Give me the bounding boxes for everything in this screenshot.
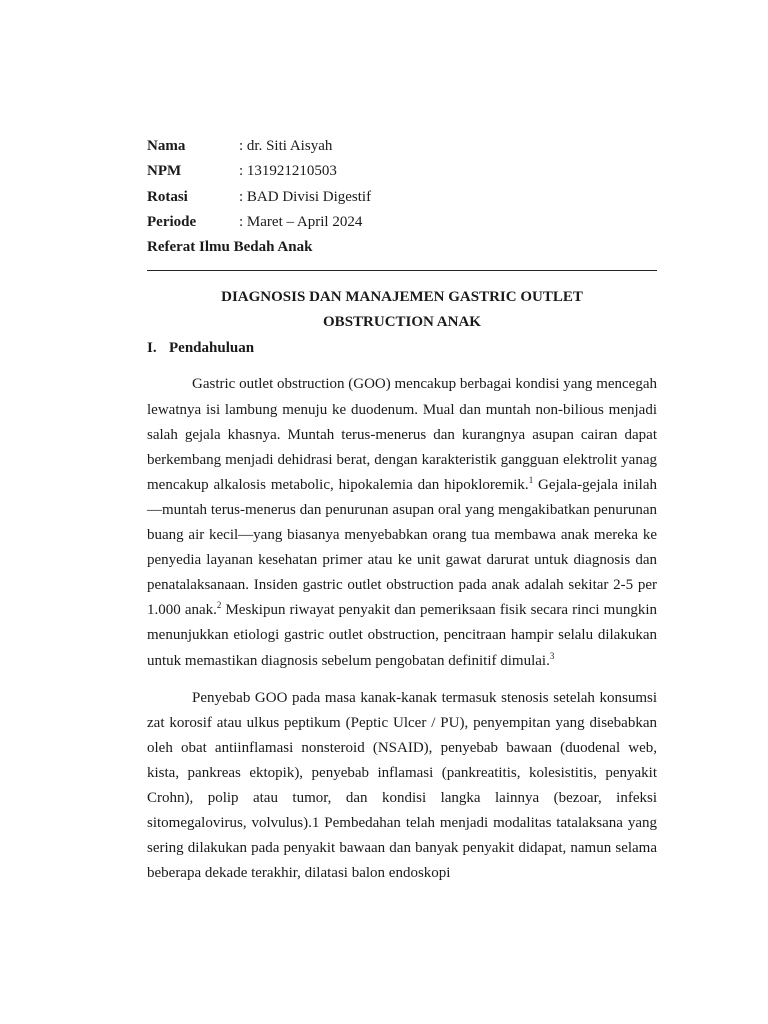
- meta-row-npm: [147, 159, 657, 184]
- meta-value: : BAD Divisi Digestif: [239, 188, 372, 205]
- meta-row-nama: [147, 134, 657, 159]
- horizontal-divider: [147, 270, 657, 271]
- section-number: I.: [147, 340, 157, 357]
- meta-value: : dr. Siti Aisyah: [239, 138, 333, 154]
- title-line-2: OBSTRUCTION ANAK: [323, 314, 481, 331]
- citation-superscript: 1: [528, 474, 534, 485]
- meta-value: : Maret – April 2024: [239, 213, 363, 230]
- referat-label: Referat Ilmu Bedah Anak: [147, 239, 313, 256]
- paragraph-1-text-a: Gastric outlet obstruction (GOO) mencakup berbagai kondisi yang mencegah lewatnya isi lambung menuju ke duodenum. Mual dan muntah non-bilious menjadi salah gejala khasnya. Muntah terus-menerus dan kurangnya asupan cairan dapat berkembang menjadi dehidrasi berat, dengan karakteristik gangguan elektrolit yanag mencakup alkalosis metabolic, hipokalemia dan hipokloremik.: [147, 376, 657, 493]
- meta-label: NPM: [147, 163, 182, 180]
- meta-label: Periode: [147, 213, 197, 230]
- meta-label: Rotasi: [147, 188, 188, 205]
- section-heading: [147, 336, 657, 361]
- paragraph-1-text-c: Meskipun riwayat penyakit dan pemeriksaan fisik secara rinci mungkin menunjukkan etiologi gastric outlet obstruction, pencitraan hampir selalu dilakukan untuk memastikan diagnosis sebelum pengobatan definitif dimulai.: [147, 602, 657, 669]
- citation-superscript: 2: [216, 600, 222, 611]
- document-title: [147, 285, 657, 335]
- author-info-block: [147, 134, 657, 260]
- section-title: Pendahuluan: [169, 340, 255, 357]
- paragraph-1: [147, 372, 657, 673]
- paragraph-1-text-b: Gejala-gejala inilah—muntah terus-menerus dan penurunan asupan oral yang mengakibatkan penurunan buang air kecil—yang biasanya menyebabkan orang tua membawa anak mereka ke penyedia layanan kesehatan primer atau ke unit gawat darurat untuk diagnosis dan penatalaksanaan. Insiden gastric outlet obstruction pada anak adalah sekitar 2-5 per 1.000 anak.: [147, 476, 658, 619]
- paragraph-2: Penyebab GOO pada masa kanak-kanak termasuk stenosis setelah konsumsi zat korosif atau ulkus peptikum (Peptic Ulcer / PU), penyempitan yang disebabkan oleh obat antiinflamasi nonsteroid (NSAID), penyebab bawaan (duodenal web, kista, pankreas ektopik), penyebab inflamasi (pankreatitis, kolesistitis, penyakit Crohn), polip atau tumor, dan kondisi langka lainnya (bezoar, infeksi sitomegalovirus, volvulus).1 Pembedahan telah menjadi modalitas tatalaksana yang sering dilakukan pada penyakit bawaan dan banyak penyakit didapat, namun selama beberapa dekade terakhir, dilatasi balon endoskopi: [147, 689, 657, 882]
- meta-row-periode: [147, 210, 657, 235]
- citation-superscript: 3: [549, 650, 555, 661]
- title-line-1: DIAGNOSIS DAN MANAJEMEN GASTRIC OUTLET: [221, 289, 583, 306]
- meta-row-rotasi: [147, 185, 657, 210]
- meta-label: Nama: [147, 138, 186, 154]
- meta-value: : 131921210503: [239, 163, 337, 180]
- document-page: [147, 134, 657, 886]
